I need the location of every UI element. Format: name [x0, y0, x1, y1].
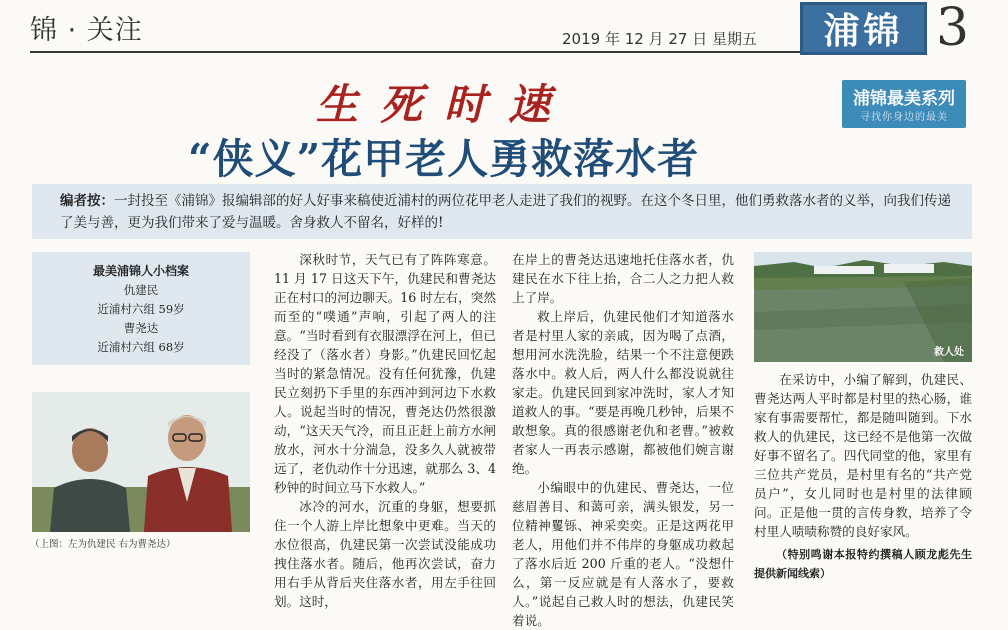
series-tag-subtitle: 寻找你身边的最美 — [860, 112, 948, 123]
kicker-title: 生死时速 — [316, 80, 573, 129]
header-rule — [30, 51, 800, 53]
article-paragraph: 深秋时节，天气已有了阵阵寒意。11 月 17 日这天下午，仇建民和曹尧达正在村口的河边聊天。16 时左右，突然而至的“噗通”声响，引起了两人的注意。“当时看到有衣服漂浮在河上，但已经没了（落水者）身影。”仇建民回忆起当时的紧急情况。没有任何犹豫，仇建民立刻扔下手里的东西冲到河边下水救人。说起当时的情况，曹尧达仍然很激动，“这天天气冷，而且正赶上前方水闸放水，河水十分湍急，没多久人就被带远了，老仇动作十分迅速，就那么 3、4 秒钟的时间立马下水救人。” — [274, 252, 496, 495]
article-paragraph: 在采访中，小编了解到，仇建民、曹尧达两人平时都是村里的热心肠，谁家有事需要帮忙，都是随叫随到。下水救人的仇建民，这已经不是他第一次做好事不留名了。四代同堂的他，家里有三位共产党员，是村里有名的“共产党员户”，女儿同时也是村里的法律顾问。正是他一贯的言传身教，培养了令村里人啧啧称赞的良好家风。 — [754, 372, 972, 539]
portrait-photo-image — [32, 392, 250, 532]
credit-note: （特别鸣谢本报特约撰稿人顾龙彪先生提供新闻线索） — [754, 548, 972, 580]
page-header — [0, 0, 1008, 56]
profile-line: 近浦村六组 59岁 — [97, 302, 185, 316]
article-column-2 — [512, 250, 734, 630]
editor-note-text: 一封投至《浦锦》报编辑部的好人好事来稿使近浦村的两位花甲老人走进了我们的视野。在这个冬日里，他们勇救落水者的义举，向我们传递了美与善，更为我们带来了爱与温暖。舍身救人不留名，好样的! — [60, 193, 951, 231]
article-paragraph: 冰冷的河水，沉重的身躯，想要抓住一个人游上岸比想象中更难。当天的水位很高，仇建民第一次尝试没能成功拽住落水者。随后，他再次尝试，奋力用右手从背后夹住落水者，用左手往回划。这时， — [274, 499, 496, 609]
issue-date: 2019 年 12 月 27 日 星期五 — [562, 30, 757, 48]
article-column-3 — [754, 370, 972, 583]
profile-box — [32, 252, 250, 365]
article-paragraph: 救上岸后，仇建民他们才知道落水者是村里人家的亲戚，因为喝了点酒，想用河水洗洗脸，结果一个不注意便跌落水中。救人后，两人什么都没说就往家走。仇建民回到家冲洗时，家人才知道救人的事。“要是再晚几秒钟，后果不敢想象。真的很感谢老仇和老曹。”被救者家人一再表示感谢，都被他们婉言谢绝。 — [512, 309, 734, 476]
river-photo — [754, 252, 972, 362]
river-photo-caption: 救人处 — [934, 347, 964, 358]
series-tag — [842, 80, 966, 128]
article-column-1 — [274, 250, 496, 611]
profile-line: 仇建民 — [123, 283, 159, 297]
editor-note-label: 编者按： — [60, 193, 114, 209]
profile-line: 曹尧达 — [123, 321, 159, 335]
article-paragraph: 小编眼中的仇建民、曹尧达，一位慈眉善目、和蔼可亲，满头银发，另一位精神矍铄、神采奕奕。正是这两花甲老人，用他们并不伟岸的身躯成功救起了落水后近 200 斤重的老人。“没想什么，第一反应就是有人落水了，要救人。”说起自己救人时的想法，仇建民笑着说。 — [512, 480, 734, 628]
page-number: 3 — [936, 0, 970, 58]
series-tag-title: 浦锦最美系列 — [853, 89, 955, 109]
profile-title: 最美浦锦人小档案 — [92, 264, 189, 278]
portrait-caption: （上图：左为仇建民 右为曹尧达） — [30, 539, 176, 550]
profile-line: 近浦村六组 68岁 — [97, 340, 185, 354]
headline: “侠义”花甲老人勇救落水者 — [188, 135, 700, 183]
newspaper-logo: 浦锦 — [800, 2, 927, 55]
portrait-photo — [32, 392, 250, 532]
editor-note — [32, 184, 972, 239]
article-paragraph: 在岸上的曹尧达迅速地托住落水者，仇建民在水下往上抬，合二人之力把人救上了岸。 — [512, 252, 734, 305]
section-label: 锦 · 关注 — [30, 15, 143, 46]
